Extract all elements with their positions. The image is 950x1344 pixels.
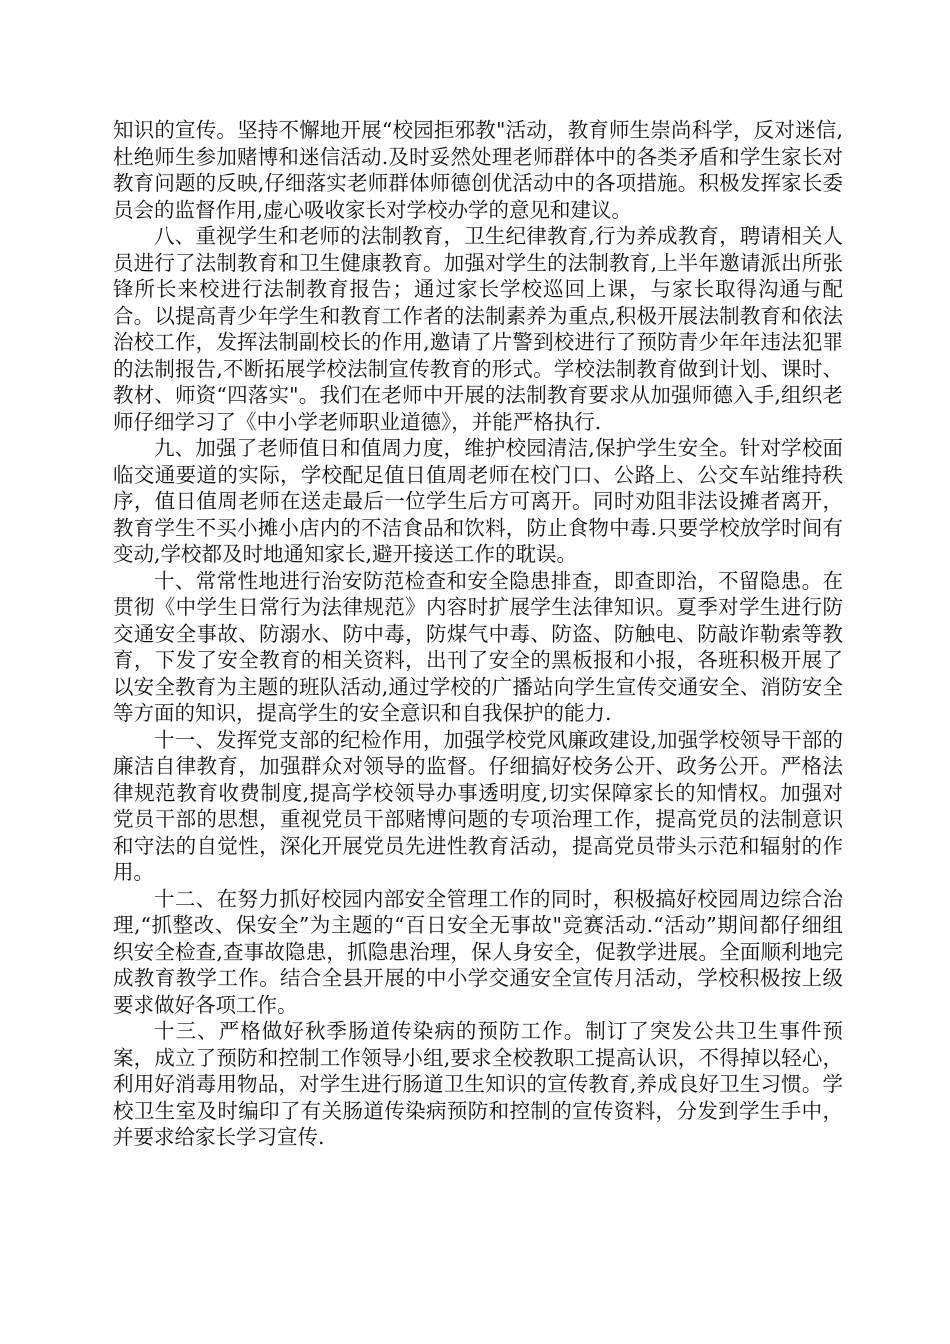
paragraph-section-13: 十三、严格做好秋季肠道传染病的预防工作。制订了突发公共卫生事件预案，成立了预防和控制工作领导小组,要求全校教职工提高认识，不得掉以轻心，利用好消毒用物品，对学生进行肠道卫生知识的宣传教育,养成良好卫生习惯。学校卫生室及时编印了有关肠道传染病预防和控制的宣传资料，分发到学生手中，并要求给家长学习宣传. xyxy=(113,1019,843,1149)
paragraph-continuation: 知识的宣传。坚持不懈地开展“校园拒邪教"活动，教育师生崇尚科学，反对迷信,杜绝师生参加赌博和迷信活动.及时妥然处理老师群体中的各类矛盾和学生家长对教育问题的反映,仔细落实老师群体师德创优活动中的各项措施。积极发挥家长委员会的监督作用,虚心吸收家长对学校办学的意见和建议。 xyxy=(113,118,843,222)
paragraph-section-9: 九、加强了老师值日和值周力度，维护校园清洁,保护学生安全。针对学校面临交通要道的实际，学校配足值日值周老师在校门口、公路上、公交车站维持秩序，值日值周老师在送走最后一位学生后方可离开。同时劝阻非法设摊者离开，教育学生不买小摊小店内的不洁食品和饮料，防止食物中毒.只要学校放学时间有变动,学校都及时地通知家长,避开接送工作的耽误。 xyxy=(113,436,843,566)
paragraph-section-10: 十、常常性地进行治安防范检查和安全隐患排查，即查即治，不留隐患。在贯彻《中学生日常行为法律规范》内容时扩展学生法律知识。夏季对学生进行防交通安全事故、防溺水、防中毒，防煤气中毒、防盗、防触电、防敲诈勒索等教育，下发了安全教育的相关资料，出刊了安全的黑板报和小报，各班积极开展了以安全教育为主题的班队活动,通过学校的广播站向学生宣传交通安全、消防安全等方面的知识，提高学生的安全意识和自我保护的能力. xyxy=(113,568,843,725)
paragraph-section-8: 八、重视学生和老师的法制教育，卫生纪律教育,行为养成教育，聘请相关人员进行了法制教育和卫生健康教育。加强对学生的法制教育,上半年邀请派出所张锋所长来校进行法制教育报告；通过家长学校巡回上课，与家长取得沟通与配合。以提高青少年学生和教育工作者的法制素养为重点,积极开展法制教育和依法治校工作，发挥法制副校长的作用,邀请了片警到校进行了预防青少年年违法犯罪的法制报告,不断拓展学校法制宣传教育的形式。学校法制教育做到计划、课时、教材、师资“四落实"。我们在老师中开展的法制教育要求从加强师德入手,组织老师仔细学习了《中小学老师职业道德》，并能严格执行. xyxy=(113,224,843,434)
paragraph-section-12: 十二、在努力抓好校园内部安全管理工作的同时，积极搞好校园周边综合治理,“抓整改、保安全”为主题的“百日安全无事故"竞赛活动.“活动”期间都仔细组织安全检查,查事故隐患，抓隐患治理，保人身安全，促教学进展。全面顺利地完成教育教学工作。结合全县开展的中小学交通安全宣传月活动，学校积极按上级要求做好各项工作。 xyxy=(113,886,843,1017)
paragraph-section-11: 十一、发挥党支部的纪检作用，加强学校党风廉政建设,加强学校领导干部的廉洁自律教育，加强群众对领导的监督。仔细搞好校务公开、政务公开。严格法律规范教育收费制度,提高学校领导办事透明度,切实保障家长的知情权。加强对党员干部的思想，重视党员干部赌博问题的专项治理工作，提高党员的法制意识和守法的自觉性，深化开展党员先进性教育活动，提高党员带头示范和辐射的作用。 xyxy=(113,727,843,884)
document-page xyxy=(113,117,843,1151)
